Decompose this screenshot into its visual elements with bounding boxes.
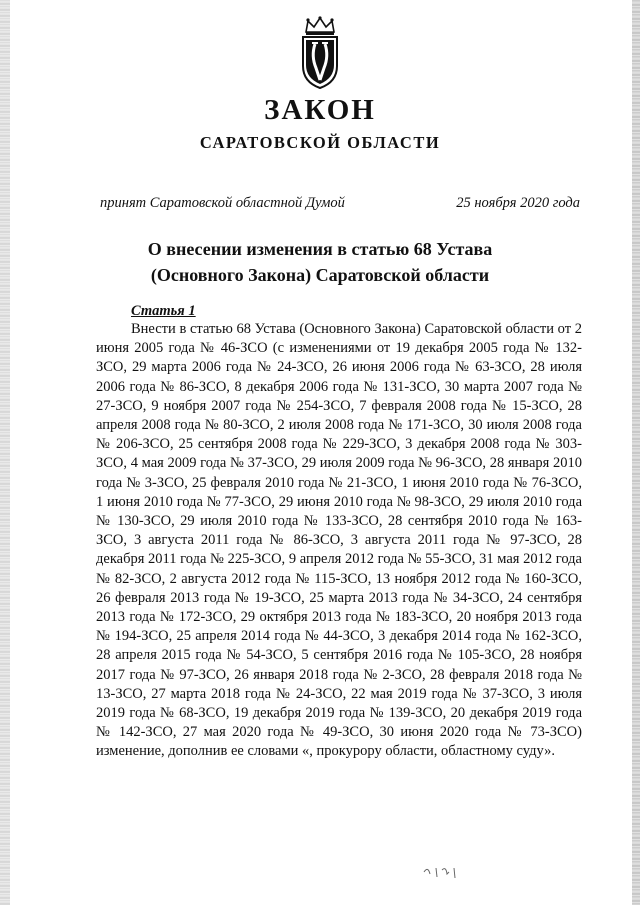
adoption-date: 25 ноября 2020 года bbox=[456, 195, 580, 211]
law-heading-line-2: (Основного Закона) Саратовской области bbox=[150, 265, 490, 285]
document-subtitle: САРАТОВСКОЙ ОБЛАСТИ bbox=[199, 133, 441, 152]
law-heading bbox=[0, 236, 640, 288]
document-title: ЗАКОН bbox=[264, 94, 376, 126]
adopted-by: принят Саратовской областной Думой bbox=[100, 195, 345, 211]
coat-of-arms-icon bbox=[298, 16, 342, 90]
handwritten-signature-icon bbox=[422, 862, 462, 882]
law-heading-line-1: О внесении изменения в статью 68 Устава bbox=[147, 239, 493, 259]
article-text: Внести в статью 68 Устава (Основного Закона) Саратовской области от 2 июня 2005 года № 46-ЗСО (с изменениями от 19 декабря 2005 года № 132-ЗСО, 29 марта 2006 года № 24-ЗСО, 26 июня 2006 года № 63-ЗСО, 28 июля 2006 года № 86-ЗСО, 8 декабря 2006 года № 131-ЗСО, 30 марта 2007 года № 27-ЗСО, 9 ноября 2007 года № 254-ЗСО, 7 февраля 2008 года № 15-ЗСО, 28 апреля 2008 года № 80-ЗСО, 2 июля 2008 года № 171-ЗСО, 30 июля 2008 года № 206-ЗСО, 25 сентября 2008 года № 229-ЗСО, 3 декабря 2008 года № 303-ЗСО, 4 мая 2009 года № 37-ЗСО, 29 июля 2009 года № 96-ЗСО, 28 января 2010 года № 3-ЗСО, 25 февраля 2010 года № 21-ЗСО, 1 июня 2010 года № 76-ЗСО, 1 июня 2010 года № 77-ЗСО, 29 июня 2010 года № 98-ЗСО, 29 июля 2010 года № 130-ЗСО, 29 июля 2010 года № 133-ЗСО, 28 сентября 2010 года № 163-ЗСО, 3 августа 2011 года № 86-ЗСО, 3 августа 2011 года № 97-ЗСО, 28 декабря 2011 года № 225-ЗСО, 9 апреля 2012 года № 55-ЗСО, 31 мая 2012 года № 82-ЗСО, 2 августа 2012 года № 115-ЗСО, 13 ноября 2012 года № 160-ЗСО, 26 февраля 2013 года № 19-ЗСО, 25 марта 2013 года № 34-ЗСО, 24 сентября 2013 года № 172-ЗСО, 29 октября 2013 года № 183-ЗСО, 20 ноября 2013 года № 194-ЗСО, 25 апреля 2014 года № 44-ЗСО, 3 декабря 2014 года № 162-ЗСО, 28 апреля 2015 года № 54-ЗСО, 5 сентября 2016 года № 105-ЗСО, 28 ноября 2017 года № 97-ЗСО, 26 января 2018 года № 2-ЗСО, 28 февраля 2018 года № 13-ЗСО, 27 марта 2018 года № 24-ЗСО, 22 мая 2019 года № 37-ЗСО, 3 июля 2019 года № 68-ЗСО, 19 декабря 2019 года № 139-ЗСО, 20 декабря 2019 года № 142-ЗСО, 27 мая 2020 года № 49-ЗСО, 30 июня 2020 года № 73-ЗСО) изменение, дополнив ее словами «, прокурору области, областному суду». bbox=[96, 321, 582, 760]
article-title: Статья 1 bbox=[131, 303, 196, 319]
